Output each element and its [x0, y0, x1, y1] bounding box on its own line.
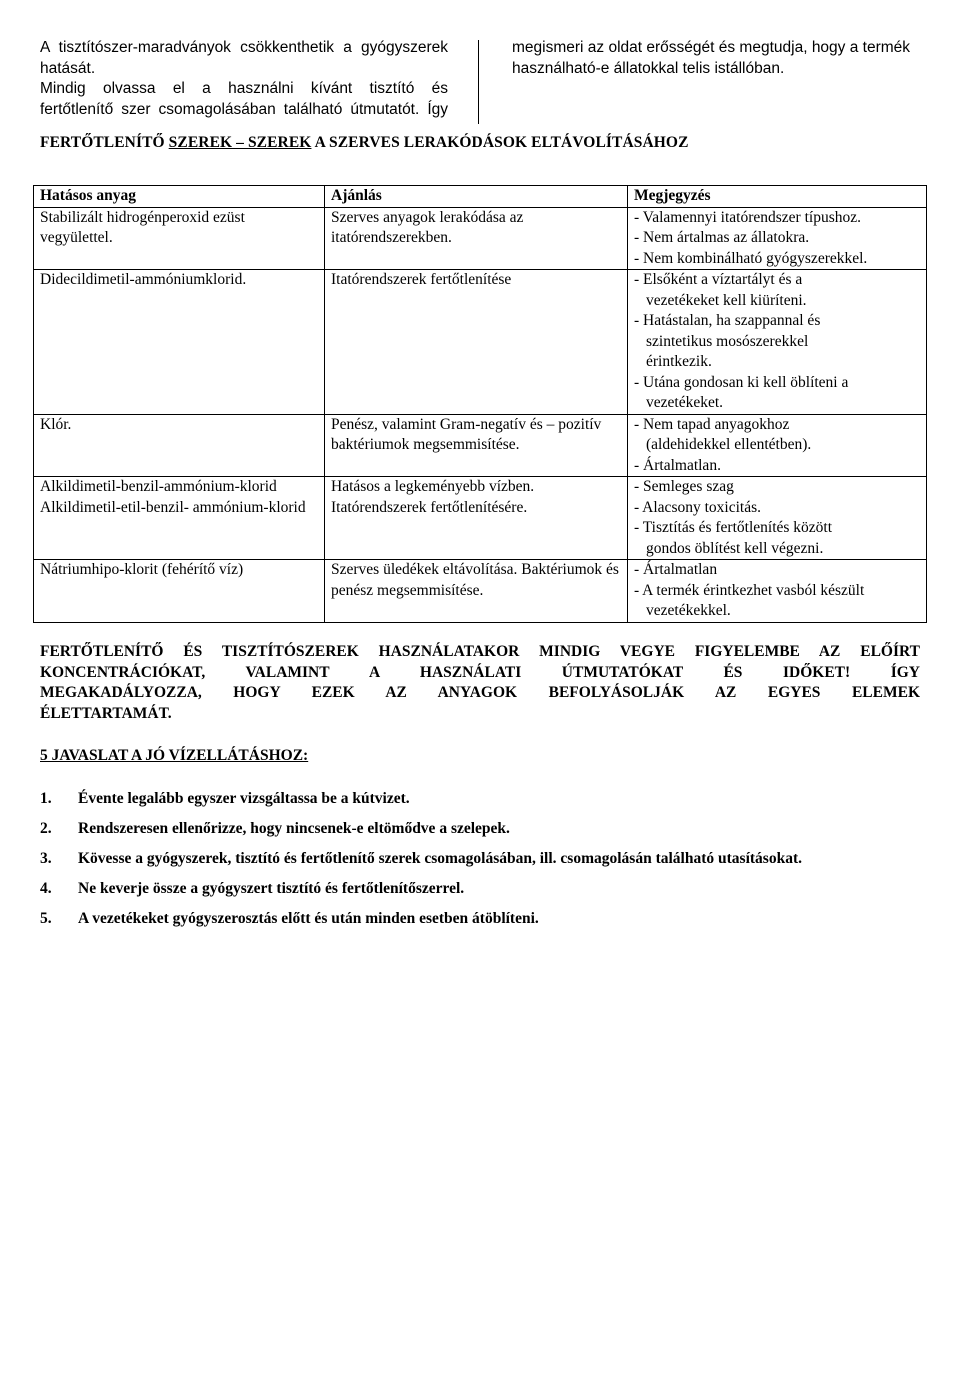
note-line: vezetékekkel. — [646, 602, 731, 619]
tip-number: 3. — [40, 850, 52, 867]
list-item — [40, 819, 920, 849]
intro-right-column — [512, 38, 922, 79]
column-divider — [478, 40, 479, 124]
cell-notes — [628, 207, 927, 270]
table-row — [34, 477, 927, 560]
intro-left-line: A tisztítószer-maradványok csökkenthetik a gyógyszerek — [40, 39, 448, 56]
note-line: - Nem kombinálható gyógyszerekkel. — [634, 249, 868, 267]
note-line: - Ártalmatlan — [634, 561, 718, 578]
tips-list — [40, 789, 920, 939]
cell-substance: Nátriumhipo-klorit (fehérítő víz) — [34, 560, 325, 623]
intro-section — [40, 38, 920, 124]
note-line: - Tisztítás és fertőtlenítés között — [634, 519, 833, 536]
note-line: gondos öblítést kell végezni. — [646, 539, 824, 557]
tip-text: Évente legalább egyszer vizsgáltassa be a kútvizet. — [78, 790, 410, 807]
cell-recommendation: Penész, valamint Gram-negatív és – pozitív baktériumok megsemmisítése. — [325, 414, 628, 477]
warning-line: FERTŐTLENÍTŐ ÉS TISZTÍTÓSZEREK HASZNÁLATAKOR MINDIG VEGYE FIGYELEMBE AZ ELŐÍRT — [40, 643, 920, 660]
table-row — [34, 207, 927, 270]
intro-left-line: hatását. — [40, 59, 96, 77]
cell-notes — [628, 560, 927, 623]
warning-line: ÉLETTARTAMÁT. — [40, 704, 172, 722]
tip-number: 5. — [40, 910, 52, 927]
note-line: érintkezik. — [646, 353, 712, 370]
cell-substance: Didecildimetil-ammóniumklorid. — [34, 270, 325, 415]
note-line: vezetékeket. — [646, 394, 724, 411]
cell-notes — [628, 477, 927, 560]
section-title-underlined-part: SZEREK – SZEREK — [168, 134, 312, 151]
list-item — [40, 789, 920, 819]
intro-right-line: megismeri az oldat erősségét és megtudja, hogy a termék — [512, 39, 911, 56]
section-title — [40, 134, 689, 152]
intro-left-column — [40, 38, 448, 120]
cell-recommendation: Hatásos a legkeményebb vízben. Itatórendszerek fertőtlenítésére. — [325, 477, 628, 560]
list-item — [40, 849, 920, 879]
tip-number: 4. — [40, 880, 52, 897]
tip-number: 1. — [40, 790, 52, 807]
tip-text: Kövesse a gyógyszerek, tisztító és fertőtlenítő szerek csomagolásában, ill. csomagolásán található utasításokat. — [78, 850, 802, 867]
tip-number: 2. — [40, 820, 52, 837]
cell-substance: Klór. — [34, 414, 325, 477]
note-line: - Alacsony toxicitás. — [634, 498, 761, 516]
tip-text: A vezetékeket gyógyszerosztás előtt és után minden esetben átöblíteni. — [78, 910, 539, 927]
note-line: - Hatástalan, ha szappannal és — [634, 312, 821, 329]
header-recommendation: Ajánlás — [325, 186, 628, 208]
cell-notes — [628, 270, 927, 415]
tip-text: Rendszeresen ellenőrizze, hogy nincsenek-e eltömődve a szelepek. — [78, 820, 510, 837]
cell-substance: Stabilizált hidrogénperoxid ezüst vegyülettel. — [34, 207, 325, 270]
header-substance: Hatásos anyag — [34, 186, 325, 208]
tips-title: 5 JAVASLAT A JÓ VÍZELLÁTÁSHOZ: — [40, 747, 309, 764]
cell-recommendation: Szerves anyagok lerakódása az itatórendszerekben. — [325, 207, 628, 270]
note-line: szintetikus mosószerekkel — [646, 332, 809, 350]
cell-substance: Alkildimetil-benzil-ammónium-klorid Alkildimetil-etil-benzil- ammónium-klorid — [34, 477, 325, 560]
cell-recommendation: Szerves üledékek eltávolítása. Baktériumok és penész megsemmisítése. — [325, 560, 628, 623]
note-line: - Ártalmatlan. — [634, 456, 721, 474]
note-line: - Utána gondosan ki kell öblíteni a — [634, 373, 849, 391]
note-line: - Semleges szag — [634, 478, 734, 495]
intro-left-line: Mindig olvassa el a használni kívánt tisztító és — [40, 80, 448, 97]
tip-text: Ne keverje össze a gyógyszert tisztító és fertőtlenítőszerrel. — [78, 880, 465, 897]
section-title-part: FERTŐTLENÍTŐ — [40, 134, 169, 151]
list-item — [40, 879, 920, 909]
note-line: - Valamennyi itatórendszer típushoz. — [634, 208, 861, 226]
cell-recommendation: Itatórendszerek fertőtlenítése — [325, 270, 628, 415]
warning-line: KONCENTRÁCIÓKAT, VALAMINT A HASZNÁLATI ÚTMUTATÓKAT ÉS IDŐKET! ÍGY — [40, 663, 920, 681]
disinfectant-table-wrapper — [33, 185, 926, 623]
note-line: - Nem ártalmas az állatokra. — [634, 229, 810, 246]
warning-paragraph — [40, 642, 920, 724]
table-header-row — [34, 186, 927, 208]
note-line: (aldehidekkel ellentétben). — [646, 436, 812, 453]
note-line: - Nem tapad anyagokhoz — [634, 415, 790, 433]
table-row — [34, 270, 927, 415]
intro-right-line: használható-e állatokkal telis istállóban. — [512, 59, 785, 77]
note-line: vezetékeket kell kiüríteni. — [646, 291, 807, 309]
cell-notes — [628, 414, 927, 477]
table-row — [34, 414, 927, 477]
header-notes: Megjegyzés — [628, 186, 927, 208]
intro-left-line: fertőtlenítő szer csomagolásában található útmutatót. Így — [40, 100, 448, 118]
list-item — [40, 909, 920, 939]
note-line: - Elsőként a víztartályt és a — [634, 271, 803, 288]
section-title-part: A SZERVES LERAKÓDÁSOK ELTÁVOLÍTÁSÁHOZ — [311, 134, 689, 151]
warning-line: MEGAKADÁLYOZZA, HOGY EZEK AZ ANYAGOK BEFOLYÁSOLJÁK AZ EGYES ELEMEK — [40, 684, 920, 701]
note-line: - A termék érintkezhet vasból készült — [634, 581, 865, 599]
disinfectant-table — [33, 185, 927, 623]
table-row — [34, 560, 927, 623]
